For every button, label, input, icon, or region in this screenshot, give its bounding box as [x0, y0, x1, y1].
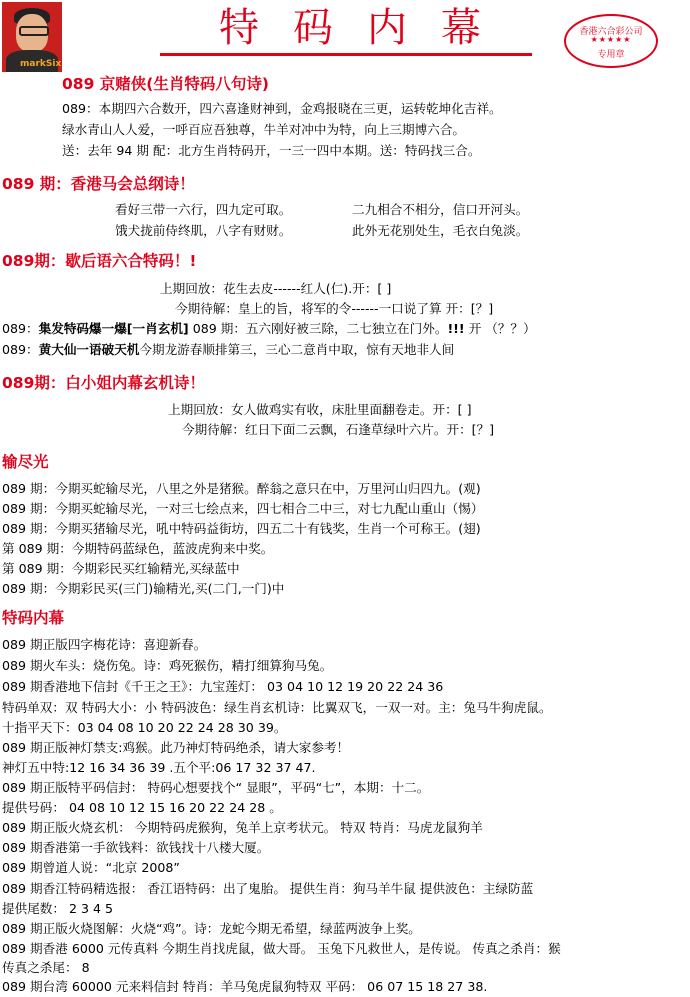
section1-line: 绿水青山人人爱，一呼百应吾独尊，牛羊对冲中为特，向上三期博六合。	[62, 122, 465, 137]
list-item: 089 期火车头：烧伤兔。诗：鸡死猴伤，精打细算狗马兔。	[2, 658, 333, 673]
list-item: 089 期香江特码精选报： 香江语特码：出了鬼胎。 提供生肖：狗马羊牛鼠 提供波色：主绿防蓝	[2, 881, 534, 896]
list-item: 089 期：今期彩民买(三门)输精光,买(二门,一门)中	[2, 581, 285, 596]
list-item: 089 期正版神灯禁支:鸡猴。此乃神灯特码绝杀，请大家参考！	[2, 740, 350, 755]
current-period-riddle: 今期待解：红日下面二云飘，石逢草绿叶六片。开：[？]	[182, 422, 495, 437]
list-item: 传真之杀尾： 8	[2, 960, 90, 975]
poem-left: 看好三带一六行，四九定可取。	[115, 202, 292, 217]
wong-tai-sin-line: 089：黄大仙一语破天机今期龙游春顺排第三，三心二意肖中取，惊有天地非人间	[2, 342, 455, 357]
avatar-watermark: markSix	[20, 59, 62, 69]
section6-heading: 特码内幕	[2, 609, 65, 627]
section3-heading: 089期：歇后语六合特码！!	[2, 252, 197, 270]
list-item: 089 期正版四字梅花诗：喜迎新春。	[2, 637, 207, 652]
page-title: 特码内幕	[219, 5, 515, 51]
avatar-photo	[2, 2, 62, 72]
poem-right: 二九相合不相分，信口开河头。	[352, 202, 529, 217]
seal-line2: 专用章	[597, 50, 625, 60]
list-item: 089 期：今期买猪输尽光，吼中特码益街坊，四五二十有钱奖，生肖一个可称王。(翅)	[2, 521, 481, 536]
list-item: 089 期曾道人说：“北京 2008”	[2, 860, 180, 875]
list-item: 十指平天下：03 04 08 10 20 22 24 28 30 39。	[2, 720, 287, 735]
last-period-replay: 上期回放：花生去皮------红人(仁).开：[ ]	[160, 281, 392, 296]
list-item: 089 期：今期买蛇输尽光，八里之外是猪猴。醉翁之意只在中，万里河山归四九。(观)	[2, 481, 481, 496]
list-item: 089 期香港第一手欲钱料：欲钱找十八楼大厦。	[2, 840, 270, 855]
section1-line: 送：去年 94 期 配：北方生肖特码开，一三一四中本期。送：特码找三合。	[62, 143, 481, 158]
list-item: 提供尾数： 2 3 4 5	[2, 901, 114, 916]
list-item: 特码单双：双 特码大小：小 特码波色：绿生肖玄机诗：比翼双飞，一双一对。主：兔马牛狗虎鼠。	[2, 700, 552, 715]
section5-heading: 输尽光	[2, 453, 49, 471]
list-item: 神灯五中特:12 16 34 36 39 .五个平:06 17 32 37 47.	[2, 760, 316, 775]
list-item: 089 期香港 6000 元传真料 今期生肖找虎鼠，做大哥。 玉兔下凡救世人，是传说。 传真之杀肖：猴	[2, 941, 561, 956]
seal-line1: 香港六合彩公司	[579, 27, 643, 37]
section1-line: 089：本期四六合数开，四六喜逢财神到，金鸡报晓在三更，运转乾坤化吉祥。	[62, 101, 502, 116]
company-seal	[564, 14, 658, 68]
section2-heading: 089 期：香港马会总纲诗！	[2, 175, 195, 193]
list-item: 089 期正版火烧图解：火烧“鸡”。诗：龙蛇今期无希望，绿蓝两波争上奖。	[2, 921, 421, 936]
list-item: 089 期：今期买蛇输尽光，一对三七绘点来，四七相合二中三，对七九配山重山（惕）	[2, 501, 484, 516]
list-item: 提供号码： 04 08 10 12 15 16 20 22 24 28 。	[2, 800, 282, 815]
seal-stars: ★★★★★	[590, 35, 632, 44]
poem-right: 此外无花别处生，毛衣白兔淡。	[352, 223, 529, 238]
list-item: 089 期正版火烧玄机： 今期特码虎猴狗，兔羊上京考状元。 特双 特肖：马虎龙鼠狗羊	[2, 820, 483, 835]
current-period-riddle: 今期待解：皇上的旨，将军的令------一口说了算 开：[？]	[175, 301, 494, 316]
title-underline	[160, 53, 532, 56]
list-item: 第 089 期：今期彩民买红输精光,买绿蓝中	[2, 561, 240, 576]
list-item: 第 089 期：今期特码蓝绿色，蓝波虎狗来中奖。	[2, 541, 274, 556]
list-item: 089 期台湾 60000 元来料信封 特肖：羊马兔虎鼠狗特双 平码： 06 07 15 18 27 38.	[2, 979, 488, 994]
one-zodiac-line: 089：集发特码爆一爆[一肖玄机] 089 期：五六刚好被三除，二七独立在门外。!!! 开 （？？）	[2, 321, 536, 336]
section4-heading: 089期：白小姐内幕玄机诗！	[2, 374, 205, 392]
poem-left: 饿犬拢前侍终肌，八字有财财。	[115, 223, 292, 238]
list-item: 089 期正版特平码信封： 特码心想要找个“ 显眼”，平码“七”，本期：十二。	[2, 780, 430, 795]
list-item: 089 期香港地下信封《千王之王》：九宝莲灯： 03 04 10 12 19 20 22 24 36	[2, 679, 444, 694]
section1-heading: 089 京赌侠(生肖特码八句诗)	[62, 75, 269, 93]
last-period-replay: 上期回放：女人做鸡实有收，床肚里面翻卷走。开：[ ]	[168, 402, 472, 417]
